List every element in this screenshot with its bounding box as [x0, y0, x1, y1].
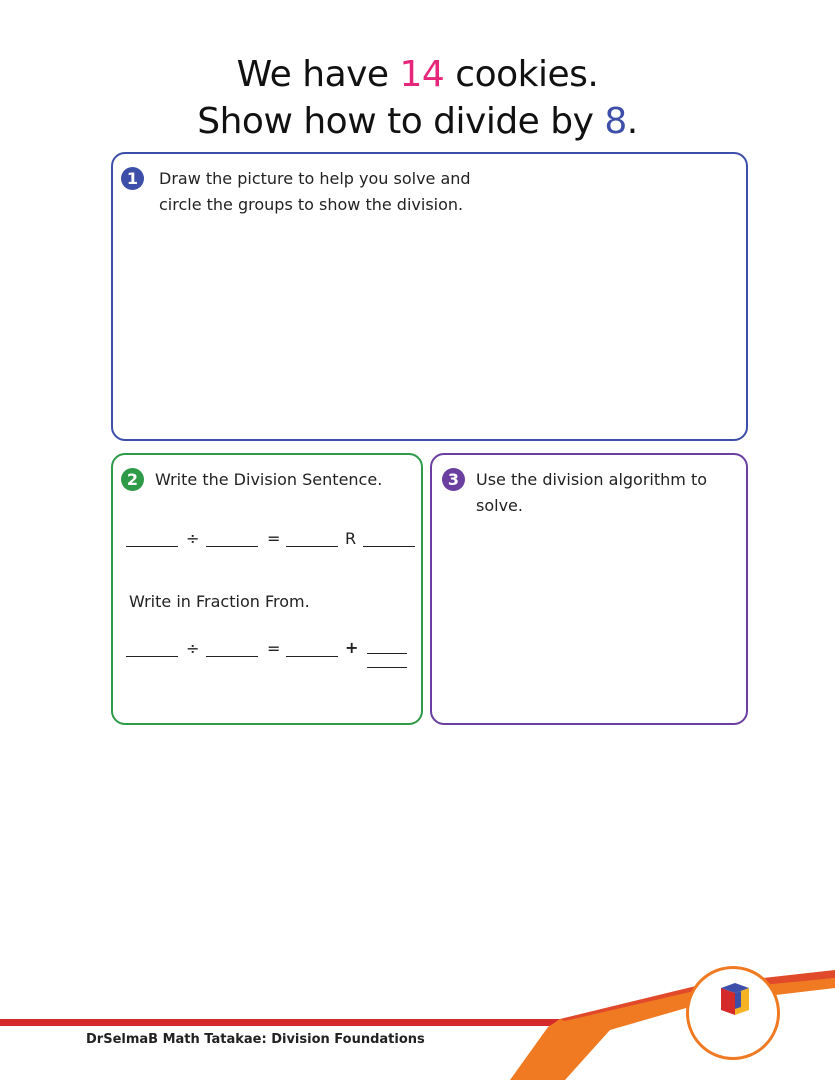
title-text: Show how to divide by: [197, 101, 605, 142]
book-logo-icon: [686, 966, 780, 1060]
division-sign: ÷: [186, 529, 200, 548]
title-text: We have: [236, 54, 400, 95]
remainder-label: R: [345, 529, 357, 548]
cookies-count: 14: [399, 54, 445, 95]
instruction-line: Draw the picture to help you solve and: [159, 169, 471, 188]
equals-sign-2: =: [267, 639, 281, 658]
step-number-1: 1: [121, 167, 144, 190]
step-3-instructions: Use the division algorithm to solve.: [476, 470, 707, 515]
equals-sign: =: [267, 529, 281, 548]
title-text: cookies.: [444, 54, 599, 95]
title-text: .: [626, 101, 638, 142]
step-2-instructions: Write the Division Sentence.: [155, 470, 383, 489]
footer-red-band: [0, 1019, 560, 1026]
plus-sign: +: [345, 638, 359, 657]
step-number-3: 3: [442, 468, 465, 491]
step-number-2: 2: [121, 468, 144, 491]
footer-text: DrSelmaB Math Tatakae: Division Foundations: [86, 1032, 425, 1047]
instruction-line: circle the groups to show the division.: [159, 195, 464, 214]
divisor-number: 8: [604, 101, 627, 142]
fraction-form-label: Write in Fraction From.: [129, 592, 310, 611]
division-sign-2: ÷: [186, 639, 200, 658]
